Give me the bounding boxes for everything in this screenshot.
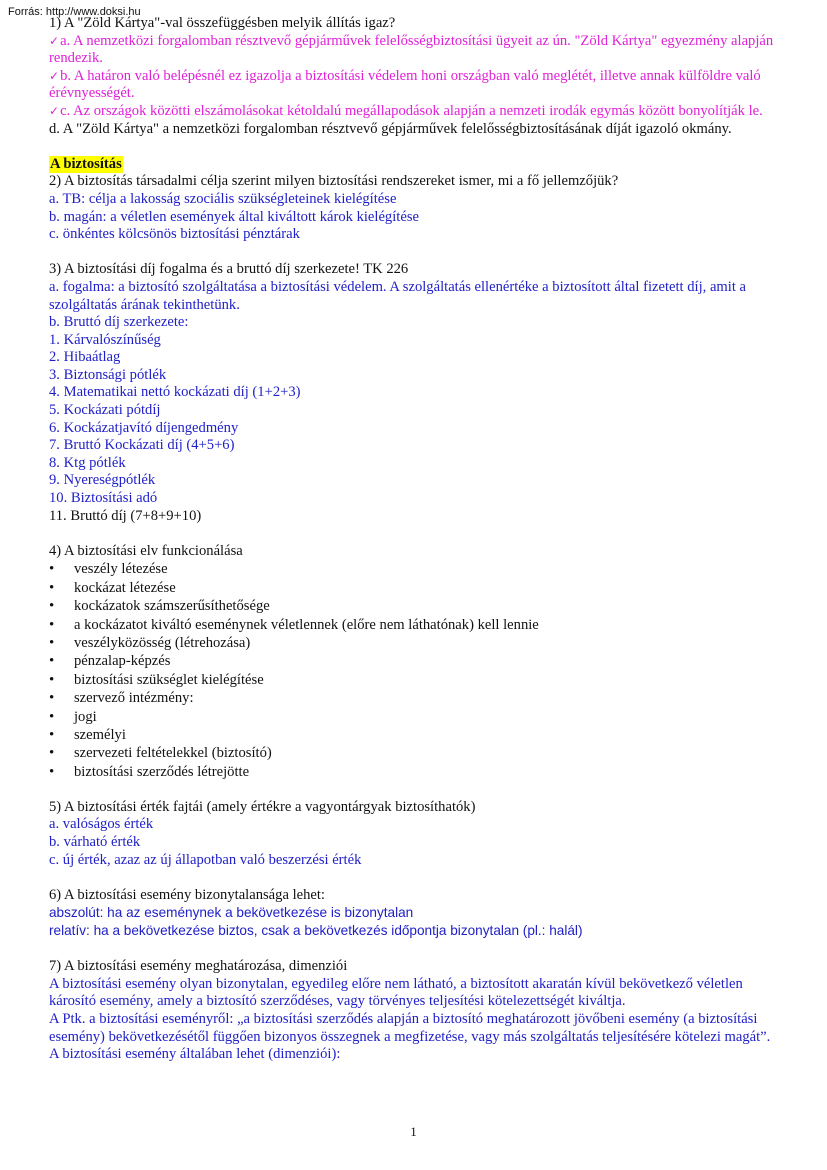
list-item: • biztosítási szükséglet kielégítése (49, 671, 789, 689)
list-item: • biztosítási szerződés létrejötte (49, 763, 789, 781)
sub-list-item: • személyi (49, 726, 789, 744)
principle-list (49, 560, 789, 707)
question-1: 1) A "Zöld Kártya"-val összefüggésben melyik állítás igaz? (49, 15, 396, 31)
premium-item: 5. Kockázati pótdíj (49, 402, 161, 419)
question-6: 6) A biztosítási esemény bizonytalansága lehet: (49, 886, 325, 903)
answer-3b: b. Bruttó díj szerkezete: (49, 314, 189, 331)
answer-7-dimensions: A biztosítási esemény általában lehet (dimenziói): (49, 1046, 341, 1063)
answer-2a: a. TB: célja a lakosság szociális szükségleteinek kielégítése (49, 190, 397, 207)
premium-item-total: 11. Bruttó díj (7+8+9+10) (49, 507, 202, 524)
answer-5c: c. új érték, azaz az új állapotban való beszerzési érték (49, 851, 362, 868)
source-label: Forrás: http://www.doksi.hu (8, 6, 141, 18)
premium-item: 1. Kárvalószínűség (49, 331, 161, 348)
list-item: • a kockázatot kiváltó eseménynek véletlennek (előre nem láthatónak) kell lennie (49, 616, 789, 634)
list-item: • szervező intézmény: (49, 689, 789, 707)
section-heading: A biztosítás (50, 155, 122, 172)
answer-1b: ✓b. A határon való belépésnél ez igazolja a biztosítási védelem honi országban való meglétét, illetve annak külföldre való érévnyességét. (49, 67, 761, 102)
question-3: 3) A biztosítási díj fogalma és a bruttó díj szerkezete! TK 226 (49, 261, 409, 278)
list-item: • kockázatok számszerűsíthetősége (49, 597, 789, 615)
premium-item: 6. Kockázatjavító díjengedmény (49, 419, 239, 436)
premium-item: 4. Matematikai nettó kockázati díj (1+2+3) (49, 384, 301, 401)
answer-5a: a. valóságos érték (49, 816, 154, 833)
principle-list-end (49, 763, 789, 781)
answer-6-absolute: abszolút: ha az eseménynek a bekövetkezése is bizonytalan (49, 905, 414, 921)
answer-3a: a. fogalma: a biztosító szolgáltatása a biztosítási védelem. A szolgáltatás ellenértéke a biztosított által fizetett díj, amit a szolgáltatás árának tekinthetünk. (49, 278, 747, 313)
list-item: • kockázat létezése (49, 579, 789, 597)
answer-2c: c. önkéntes kölcsönös biztosítási pénztárak (49, 226, 300, 243)
document-page (49, 15, 789, 1064)
premium-item: 7. Bruttó Kockázati díj (4+5+6) (49, 437, 235, 454)
question-4: 4) A biztosítási elv funkcionálása (49, 542, 243, 559)
premium-item: 9. Nyereségpótlék (49, 472, 156, 489)
sub-list (49, 708, 789, 763)
question-7: 7) A biztosítási esemény meghatározása, dimenziói (49, 958, 348, 975)
check-icon: ✓ (49, 33, 60, 48)
answer-2b: b. magán: a véletlen események által kiváltott károk kielégítése (49, 208, 419, 225)
answer-1d: d. A "Zöld Kártya" a nemzetközi forgalomban résztvevő gépjárművek felelősségbiztosításának díját igazoló okmány. (49, 120, 732, 137)
premium-item: 2. Hibaátlag (49, 349, 121, 366)
page-number: 1 (410, 1124, 417, 1139)
check-icon: ✓ (49, 103, 60, 118)
sub-list-item: • jogi (49, 708, 789, 726)
answer-1a: ✓a. A nemzetközi forgalomban résztvevő gépjárművek felelősségbiztosítási ügyeit az ún. "Zöld Kártya" egyezmény alapján rendezik. (49, 32, 774, 67)
sub-list-item: • szervezeti feltételekkel (biztosító) (49, 744, 789, 762)
answer-7-ptk: A Ptk. a biztosítási eseményről: „a biztosítási szerződés alapján a biztosító meghatározott jövőbeni esemény (a biztosítási esemény) bekövetkezésétől függően bizonyos összegnek a megfizetése, vagy más szolgáltatás teljesítésére kötelezi magát”. (49, 1011, 771, 1045)
premium-item: 8. Ktg pótlék (49, 454, 126, 471)
check-icon: ✓ (49, 68, 60, 83)
premium-item: 3. Biztonsági pótlék (49, 366, 167, 383)
list-item: • veszély létezése (49, 560, 789, 578)
question-2: 2) A biztosítás társadalmi célja szerint milyen biztosítási rendszereket ismer, mi a fő jellemzőjük? (49, 173, 619, 190)
answer-5b: b. várható érték (49, 834, 141, 851)
answer-6-relative: relatív: ha a bekövetkezése biztos, csak a bekövetkezés időpontja bizonytalan (pl.: halál) (49, 923, 583, 939)
answer-7-definition: A biztosítási esemény olyan bizonytalan, egyedileg előre nem látható, a biztosított akaratán kívül bekövetkező véletlen károsító esemény, amely a biztosító szerződéses, vagy törvényes teljesítési kötelezettségét kiváltja. (49, 975, 743, 1010)
list-item: • pénzalap-képzés (49, 652, 789, 670)
list-item: • veszélyközösség (létrehozása) (49, 634, 789, 652)
premium-item: 10. Biztosítási adó (49, 490, 158, 507)
question-5: 5) A biztosítási érték fajtái (amely értékre a vagyontárgyak biztosíthatók) (49, 798, 476, 815)
answer-1c: ✓c. Az országok közötti elszámolásokat kétoldalú megállapodások alapján a nemzeti irodák egymás között bonyolítják le. (49, 102, 763, 119)
